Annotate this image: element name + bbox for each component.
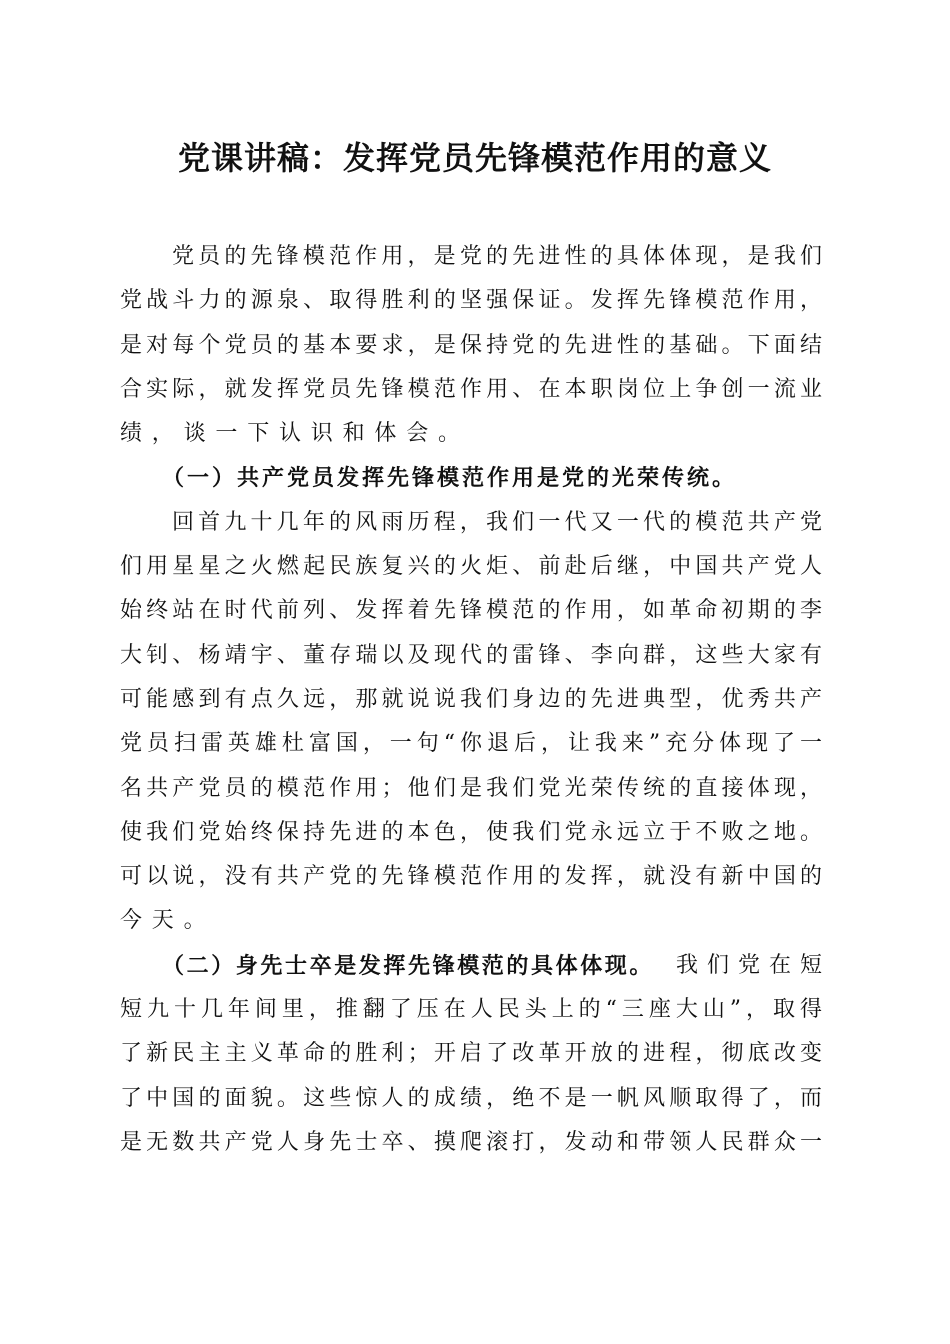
paragraph-tradition <box>120 501 822 944</box>
text-line: 名共产党员的模范作用；他们是我们党光荣传统的直接体现， <box>120 775 822 801</box>
text-line: 绩，谈一下认识和体会。 <box>120 421 470 447</box>
heading-continuation: 我们党在短 <box>675 952 831 978</box>
section-heading-2: （二）身先士卒是发挥先锋模范的具体体现。 <box>162 952 655 979</box>
text-line: 可以说，没有共产党的先锋模范作用的发挥，就没有新中国的 <box>120 864 822 890</box>
paragraph-section-2 <box>120 944 831 1165</box>
text-line: 党战斗力的源泉、取得胜利的坚强保证。发挥先锋模范作用， <box>120 288 822 314</box>
text-line: 始终站在时代前列、发挥着先锋模范的作用，如革命初期的李 <box>120 598 822 624</box>
text-line: 合实际，就发挥党员先锋模范作用、在本职岗位上争创一流业 <box>120 376 822 402</box>
text-line: 使我们党始终保持先进的本色，使我们党永远立于不败之地。 <box>120 819 822 845</box>
text-line: 党员扫雷英雄杜富国，一句“你退后，让我来”充分体现了一 <box>120 731 822 757</box>
text-line: 短九十几年间里，推翻了压在人民头上的“三座大山”，取得 <box>120 997 822 1023</box>
text-line: 是对每个党员的基本要求，是保持党的先进性的基础。下面结 <box>120 332 822 358</box>
text-line: 回首九十几年的风雨历程，我们一代又一代的模范共产党 <box>172 509 822 535</box>
section-heading-1 <box>120 456 822 500</box>
text-line: 党员的先锋模范作用，是党的先进性的具体体现，是我们 <box>172 244 822 269</box>
text-line: 大钊、杨靖宇、董存瑞以及现代的雷锋、李向群，这些大家有 <box>120 642 822 668</box>
text-line: 是无数共产党人身先士卒、摸爬滚打，发动和带领人民群众一 <box>120 1129 822 1155</box>
text-line: 们用星星之火燃起民族复兴的火炬、前赴后继，中国共产党人 <box>120 554 822 580</box>
text-line: 了新民主主义革命的胜利；开启了改革开放的进程，彻底改变 <box>120 1041 822 1067</box>
document-body <box>120 235 831 1165</box>
text-line: 今天。 <box>120 908 216 934</box>
text-line: 了中国的面貌。这些惊人的成绩，绝不是一帆风顺取得了，而 <box>120 1085 822 1111</box>
document-title: 党课讲稿：发挥党员先锋模范作用的意义 <box>177 139 772 177</box>
text-line <box>120 944 831 988</box>
text-line: 可能感到有点久远，那就说说我们身边的先进典型，优秀共产 <box>120 686 822 712</box>
heading-line: （一）共产党员发挥先锋模范作用是党的光荣传统。 <box>162 465 738 492</box>
paragraph-intro <box>120 235 822 456</box>
